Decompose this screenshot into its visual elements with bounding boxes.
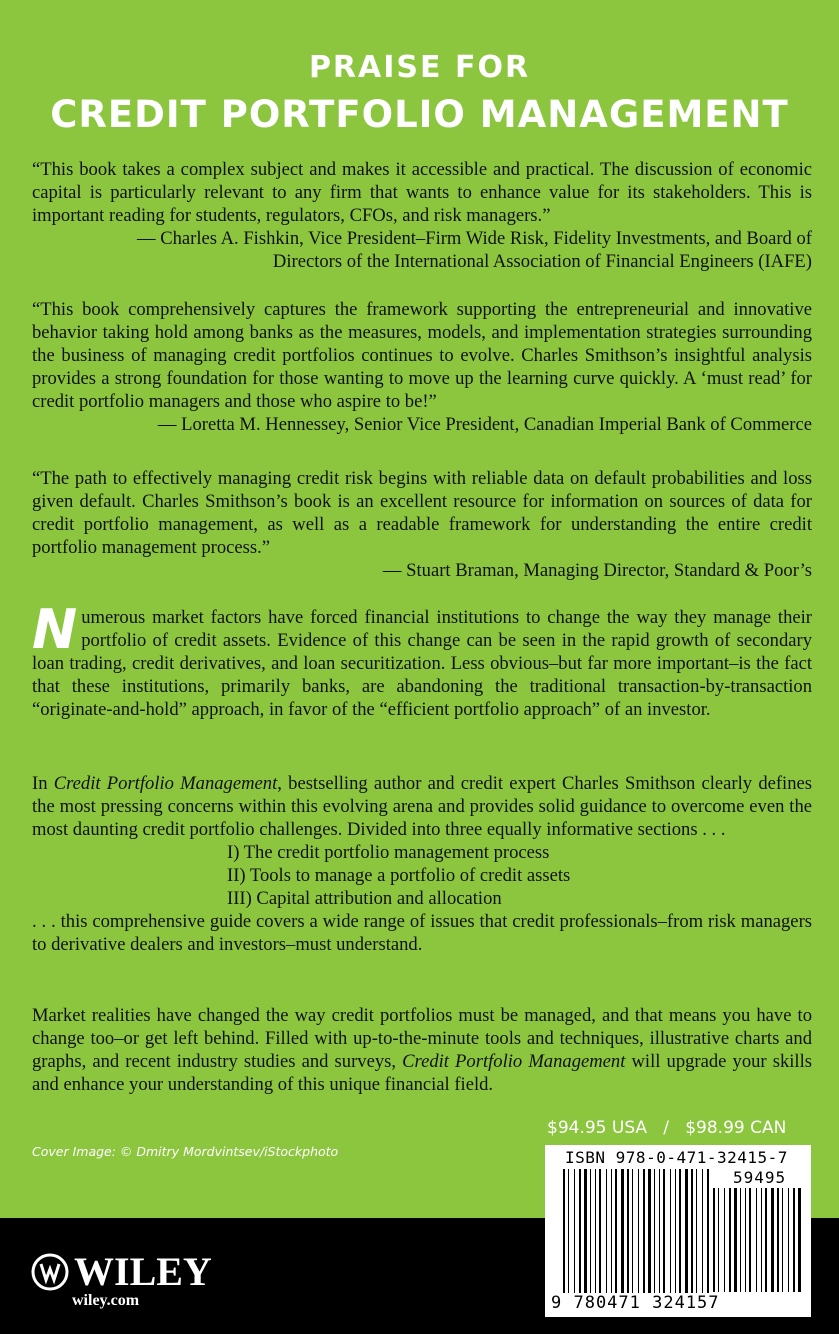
quote-attribution: — Loretta M. Hennessey, Senior Vice President, Canadian Imperial Bank of Commerce [157, 414, 812, 435]
price: $94.95 USA / $98.99 CAN [547, 1118, 787, 1138]
ean-number: 9 780471 324157 [551, 1293, 720, 1313]
paragraph-text: Market realities have changed the way credit portfolios must be managed, and that means you have to change too–or get left behind. Filled with up-to-the-minute tools and techniques, illustrative charts and graphs, and recent industry studies and surveys, [32, 1005, 812, 1072]
section-item: I) The credit portfolio management process [227, 842, 550, 863]
quote-text: “This book takes a complex subject and makes it accessible and practical. The discussion of economic capital is particularly relevant to any firm that wants to enhance value for its stakeholders. This is important reading for students, regulators, CFOs, and risk managers.” [32, 159, 812, 226]
quote-3 [32, 467, 812, 582]
quote-attribution: — Charles A. Fishkin, Vice President–Firm Wide Risk, Fidelity Investments, and Board of [136, 228, 812, 249]
description-paragraph-1 [32, 598, 812, 721]
quote-text: “This book comprehensively captures the framework supporting the entrepreneurial and innovative behavior taking hold among banks as the measures, models, and implementation strategies surrounding the business of managing credit portfolios continues to evolve. Charles Smithson’s insightful analysis provides a strong foundation for those wanting to move up the learning curve quickly. A ‘must read’ for credit portfolio managers and those who aspire to be!” [32, 299, 812, 412]
addon-barcode-icon [713, 1188, 805, 1292]
quote-2 [32, 298, 812, 436]
quote-attribution-cont: Directors of the International Association of Financial Engineers (IAFE) [272, 251, 812, 272]
paragraph-text-cont: will upgrade your skills and enhance your understanding of this unique financial field. [32, 1051, 812, 1095]
book-title: CREDIT PORTFOLIO MANAGEMENT [50, 93, 789, 136]
book-title-italic: Credit Portfolio Management [402, 1051, 626, 1072]
praise-for-heading: PRAISE FOR [308, 50, 531, 85]
quote-1 [32, 158, 812, 273]
paragraph-text: In [32, 773, 54, 794]
addon-code: 59495 [733, 1168, 787, 1187]
paragraph-text-cont: , bestselling author and credit expert Charles Smithson clearly defines the most pressing concerns within this evolving arena and provides solid guidance to overcome even the most daunting credit portfolio challenges. Divided into three equally informative sections . . . [32, 773, 813, 840]
description-paragraph-2 [32, 772, 812, 956]
quote-attribution: — Stuart Braman, Managing Director, Standard & Poor’s [382, 560, 812, 581]
quote-text: “The path to effectively managing credit risk begins with reliable data on default probabilities and loss given default. Charles Smithson’s book is an excellent resource for information on sources of data for credit portfolio management, as well as a readable framework for understanding the entire credit portfolio management process.” [32, 468, 812, 558]
paragraph-text: umerous market factors have forced financial institutions to change the way they manage their portfolio of credit assets. Evidence of this change can be seen in the rapid growth of secondary loan trading, credit derivatives, and loan securitization. Less obvious–but far more important–is the fact that these institutions, primarily banks, are abandoning the traditional transaction-by-transaction “originate-and-hold” approach, in favor of the “efficient portfolio approach” of an investor. [32, 607, 812, 720]
publisher-logo [30, 1248, 212, 1295]
ean-barcode-icon [563, 1169, 713, 1293]
paragraph-text: . . . this comprehensive guide covers a wide range of issues that credit professionals–from risk managers to derivative dealers and investors–must understand. [32, 911, 812, 955]
publisher-name: WILEY [74, 1249, 212, 1294]
section-list [227, 841, 812, 910]
section-item: III) Capital attribution and allocation [227, 888, 502, 909]
cover-credit: Cover Image: © Dmitry Mordvintsev/iStockphoto [32, 1144, 339, 1159]
description-paragraph-4 [32, 1004, 812, 1096]
section-item: II) Tools to manage a portfolio of credit assets [227, 865, 571, 886]
publisher-website: wiley.com [72, 1292, 140, 1309]
wiley-emblem-icon [30, 1252, 70, 1292]
barcode-box [545, 1145, 811, 1317]
book-title-italic: Credit Portfolio Management [53, 773, 278, 794]
isbn-label: ISBN 978-0-471-32415-7 [565, 1148, 788, 1167]
drop-cap: N [32, 598, 78, 661]
